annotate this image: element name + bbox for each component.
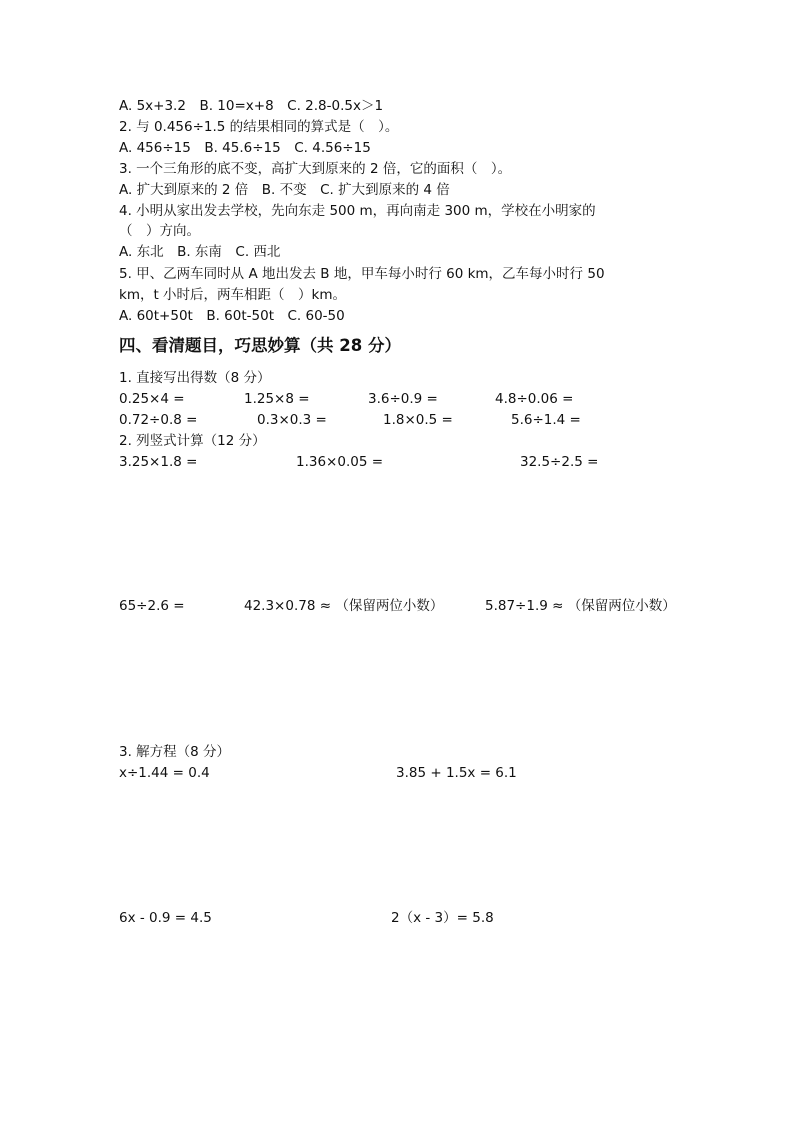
q5-stem-line2: km，t 小时后，两车相距（ ）km。: [119, 287, 347, 303]
q4-stem-line1: 4. 小明从家出发去学校，先向东走 500 m，再向南走 300 m，学校在小明家的: [119, 203, 596, 219]
equation-3: 6x - 0.9 = 4.5: [119, 910, 212, 926]
problem-direct-1: 0.25×4 =: [119, 391, 185, 407]
equation-4: 2（x - 3）= 5.8: [391, 910, 494, 926]
q2-options: A. 456÷15 B. 45.6÷15 C. 4.56÷15: [119, 140, 371, 156]
q3-stem: 3. 一个三角形的底不变，高扩大到原来的 2 倍，它的面积（ ）。: [119, 161, 512, 177]
subsection-title-equations: 3. 解方程（8 分）: [119, 744, 231, 760]
problem-vertical-1: 3.25×1.8 =: [119, 454, 198, 470]
problem-vertical-5: 42.3×0.78 ≈ （保留两位小数）: [244, 598, 444, 614]
problem-direct-3: 3.6÷0.9 =: [368, 391, 438, 407]
q4-options: A. 东北 B. 东南 C. 西北: [119, 244, 281, 260]
problem-direct-4: 4.8÷0.06 =: [495, 391, 574, 407]
problem-direct-8: 5.6÷1.4 =: [511, 412, 581, 428]
equation-2: 3.85 + 1.5x = 6.1: [396, 765, 517, 781]
q5-stem-line1: 5. 甲、乙两车同时从 A 地出发去 B 地，甲车每小时行 60 km，乙车每小时行 50: [119, 266, 605, 282]
problem-direct-7: 1.8×0.5 =: [383, 412, 453, 428]
section-title: 四、看清题目，巧思妙算（共 28 分）: [119, 336, 401, 355]
subsection-title-vertical-calc: 2. 列竖式计算（12 分）: [119, 433, 266, 449]
equation-1: x÷1.44 = 0.4: [119, 765, 210, 781]
problem-vertical-4: 65÷2.6 =: [119, 598, 185, 614]
problem-direct-5: 0.72÷0.8 =: [119, 412, 198, 428]
q1-options: A. 5x+3.2 B. 10=x+8 C. 2.8-0.5x＞1: [119, 98, 384, 114]
problem-direct-6: 0.3×0.3 =: [257, 412, 327, 428]
q5-options: A. 60t+50t B. 60t-50t C. 60-50: [119, 308, 345, 324]
problem-vertical-6: 5.87÷1.9 ≈ （保留两位小数）: [485, 598, 676, 614]
q2-stem: 2. 与 0.456÷1.5 的结果相同的算式是（ ）。: [119, 119, 399, 135]
problem-direct-2: 1.25×8 =: [244, 391, 310, 407]
subsection-title-direct-answers: 1. 直接写出得数（8 分）: [119, 370, 271, 386]
problem-vertical-2: 1.36×0.05 =: [296, 454, 384, 470]
q3-options: A. 扩大到原来的 2 倍 B. 不变 C. 扩大到原来的 4 倍: [119, 182, 450, 198]
q4-stem-line2: （ ）方向。: [119, 223, 200, 239]
problem-vertical-3: 32.5÷2.5 =: [520, 454, 599, 470]
